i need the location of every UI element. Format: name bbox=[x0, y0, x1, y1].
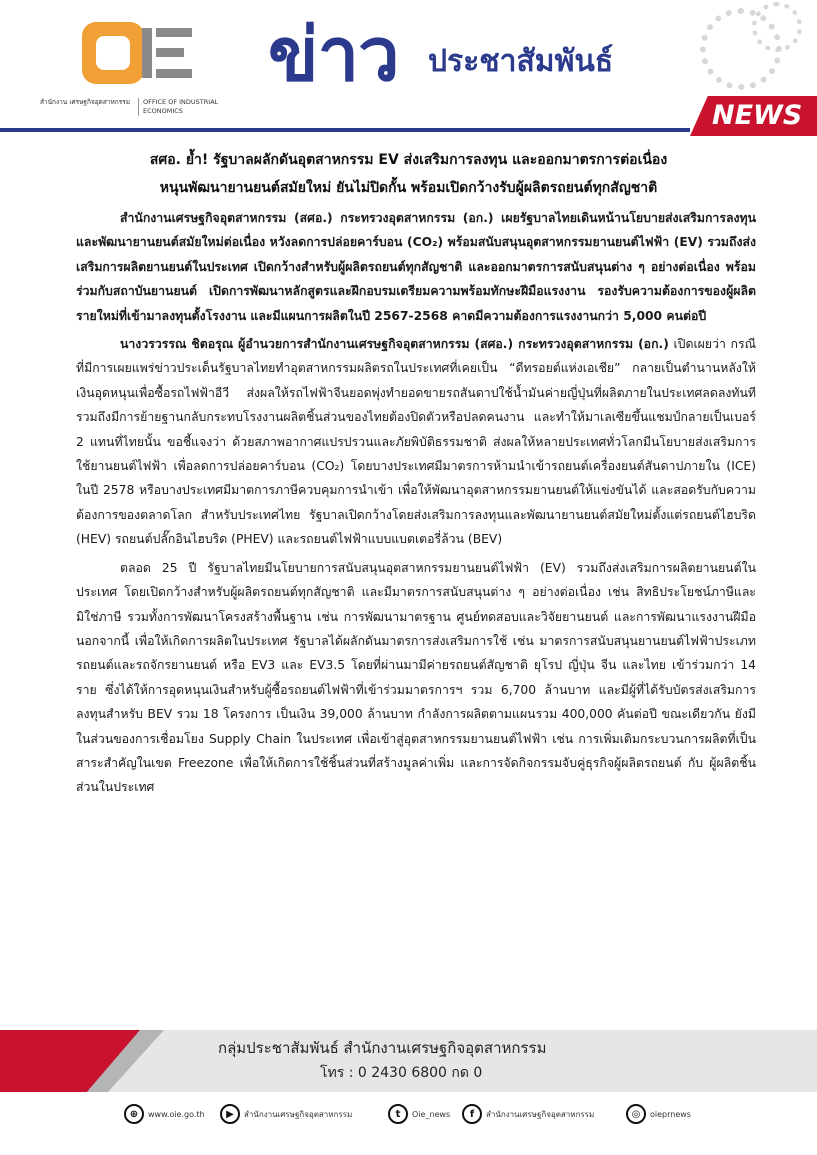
social-instagram-label: oieprnews bbox=[650, 1109, 691, 1119]
globe-icon: ⊕ bbox=[124, 1104, 144, 1124]
social-instagram[interactable] bbox=[626, 1102, 691, 1126]
headline-line-1: สศอ. ย้ำ! รัฐบาลผลักดันอุตสาหกรรม EV ส่งเสริมการลงทุน และออกมาตรการต่อเนื่อง bbox=[149, 152, 668, 168]
facebook-icon: f bbox=[462, 1104, 482, 1124]
instagram-icon: ◎ bbox=[626, 1104, 646, 1124]
social-website-label: www.oie.go.th bbox=[148, 1109, 205, 1119]
article-body bbox=[76, 206, 756, 800]
article-paragraph-2-speaker: นางวรวรรณ ชิตอรุณ ผู้อำนวยการสำนักงานเศรษฐกิจอุตสาหกรรม (สศอ.) กระทรวงอุตสาหกรรม (อก.) bbox=[120, 337, 669, 352]
headline bbox=[60, 146, 757, 202]
header-divider bbox=[0, 128, 690, 132]
social-youtube-label: สำนักงานเศรษฐกิจอุตสาหกรรม bbox=[244, 1109, 353, 1119]
social-twitter[interactable] bbox=[388, 1102, 450, 1126]
youtube-icon: ▶ bbox=[220, 1104, 240, 1124]
social-facebook-label: สำนักงานเศรษฐกิจอุตสาหกรรม bbox=[486, 1109, 595, 1119]
header-title-pr: ประชาสัมพันธ์ bbox=[428, 44, 614, 79]
footer-telephone: โทร : 0 2430 6800 กด 0 bbox=[320, 1065, 483, 1081]
social-twitter-label: Oie_news bbox=[412, 1109, 451, 1119]
social-youtube[interactable] bbox=[220, 1102, 352, 1126]
article-paragraph-lead: สำนักงานเศรษฐกิจอุตสาหกรรม (สศอ.) กระทรวงอุตสาหกรรม (อก.) เผยรัฐบาลไทยเดินหน้านโยบายส่งเสริมการลงทุน และพัฒนายานยนต์สมัยใหม่ต่อเนื่อง หวังลดการปล่อยคาร์บอน (CO₂) พร้อมสนับสนุนอุตสาหกรรมยานยนต์ไฟฟ้า (EV) รวมถึงส่งเสริมการผลิตยานยนต์ในประเทศ เปิดกว้างสำหรับผู้ผลิตรถยนต์ทุกสัญชาติ และออกมาตรการสนับสนุนต่าง ๆ อย่างต่อเนื่อง พร้อมร่วมกับสถาบันยานยนต์ เปิดการพัฒนาหลักสูตรและฝึกอบรมเตรียมความพร้อมทักษะฝีมือแรงงาน รองรับความต้องการของผู้ผลิตรายใหม่ที่เข้ามาลงทุนตั้งโรงงาน และมีแผนการผลิตในปี 2567-2568 คาดมีความต้องการแรงงานกว่า 5,000 คนต่อปี bbox=[76, 211, 756, 323]
logo-text-thai: สำนักงาน เศรษฐกิจอุตสาหกรรม bbox=[39, 98, 130, 106]
logo-text-english: OFFICE OF INDUSTRIAL ECONOMICS bbox=[138, 98, 253, 116]
social-facebook[interactable] bbox=[462, 1102, 594, 1126]
headline-line-2: หนุนพัฒนายานยนต์สมัยใหม่ ยันไม่ปิดกั้น พร้อมเปิดกว้างรับผู้ผลิตรถยนต์ทุกสัญชาติ bbox=[159, 180, 658, 196]
news-badge: NEWS bbox=[712, 100, 803, 131]
page-header bbox=[0, 0, 817, 140]
header-title-news-thai: ข่าว bbox=[268, 12, 399, 98]
gear-icon bbox=[752, 2, 802, 52]
article-paragraph-3: ตลอด 25 ปี รัฐบาลไทยมีนโยบายการสนับสนุนอุตสาหกรรมยานยนต์ไฟฟ้า (EV) รวมถึงส่งเสริมการผลิตยานยนต์ในประเทศ โดยเปิดกว้างสำหรับผู้ผลิตรถยนต์ทุกสัญชาติ และมีมาตรการสนับสนุนต่าง ๆ อย่างต่อเนื่อง เช่น สิทธิประโยชน์ภาษีและมิใช่ภาษี รวมทั้งการพัฒนาโครงสร้างพื้นฐาน เช่น การพัฒนามาตรฐาน ศูนย์ทดสอบและวิจัยยานยนต์ และการพัฒนาแรงงานฝีมือ นอกจากนี้ เพื่อให้เกิดการผลิตในประเทศ รัฐบาลได้ผลักดันมาตรการส่งเสริมการใช้ เช่น มาตรการสนับสนุนยานยนต์ไฟฟ้าประเภทรถยนต์และรถจักรยานยนต์ หรือ EV3 และ EV3.5 โดยที่ผ่านมามีค่ายรถยนต์สัญชาติ ยุโรป ญี่ปุ่น จีน และไทย เข้าร่วมกว่า 14 ราย ซึ่งได้ให้การอุดหนุนเงินสำหรับผู้ซื้อรถยนต์ไฟฟ้าที่เข้าร่วมมาตรการฯ รวม 6,700 ล้านบาท และมีผู้ที่ได้รับบัตรส่งเสริมการลงทุนสำหรับ BEV รวม 18 โครงการ เป็นเงิน 39,000 ล้านบาท กำลังการผลิตตามแผนรวม 400,000 คันต่อปี ขณะเดียวกัน ยังมีในส่วนของการเชื่อมโยง Supply Chain ในประเทศ เพื่อเข้าสู่อุตสาหกรรมยานยนต์ไฟฟ้า เช่น การเพิ่มเติมกระบวนการผลิตที่เป็นสาระสำคัญในเขต Freezone เพื่อให้เกิดการใช้ชิ้นส่วนที่สร้างมูลค่าเพิ่ม และการจัดกิจกรรมจับคู่ธุรกิจผู้ผลิตรถยนต์ กับ ผู้ผลิตชิ้นส่วนในประเทศ bbox=[76, 560, 756, 795]
social-website[interactable] bbox=[124, 1102, 205, 1126]
article-paragraph-2 bbox=[76, 332, 756, 552]
oie-logo bbox=[39, 22, 219, 122]
footer-organization: กลุ่มประชาสัมพันธ์ สำนักงานเศรษฐกิจอุตสาหกรรม bbox=[218, 1039, 547, 1057]
article-paragraph-2-body: เปิดเผยว่า กรณีที่มีการเผยแพร่ข่าวประเด็นรัฐบาลไทยทำอุตสาหกรรมผลิตรถในประเทศที่เคยเป็น “ดีทรอยต์แห่งเอเชีย” กลายเป็นตำนานหลังให้เงินอุดหนุนเพื่อซื้อรถไฟฟ้าอีวี ส่งผลให้รถไฟฟ้าจีนยอดพุ่งทำยอดขายรถสันดาปใช้น้ำมันค่ายญี่ปุ่นที่ผลิตภายในประเทศลดลงทันที รวมถึงมีการย้ายฐานกลับกระทบโรงงานผลิตชิ้นส่วนของไทยต้องปิดตัวหรือปลดคนงาน และทำให้มาเลเซียขึ้นแชมป์กลายเป็นเบอร์ 2 แทนที่ไทยนั้น ขอชี้แจงว่า ด้วยสภาพอากาศแปรปรวนและภัยพิบัติธรรมชาติ ส่งผลให้หลายประเทศทั่วโลกมีนโยบายส่งเสริมการใช้ยานยนต์ไฟฟ้า เพื่อลดการปล่อยคาร์บอน (CO₂) โดยบางประเทศมีมาตรการห้ามนำเข้ารถยนต์เครื่องยนต์สันดาปภายใน (ICE) ในปี 2578 หรือบางประเทศมีมาตการภาษีควบคุมการนำเข้า เพื่อให้พัฒนาอุตสาหกรรมยานยนต์ให้แข่งขันได้ และสอดรับกับความต้องการของตลาดโลก สำหรับประเทศไทย รัฐบาลเปิดกว้างโดยส่งเสริมการลงทุนและพัฒนายานยนต์สมัยใหม่ตั้งแต่รถยนต์ไฮบริด (HEV) รถยนต์ปลั๊กอินไฮบริด (PHEV) และรถยนต์ไฟฟ้าแบบแบตเตอรี่ล้วน (BEV) bbox=[76, 337, 756, 547]
twitter-icon: t bbox=[388, 1104, 408, 1124]
